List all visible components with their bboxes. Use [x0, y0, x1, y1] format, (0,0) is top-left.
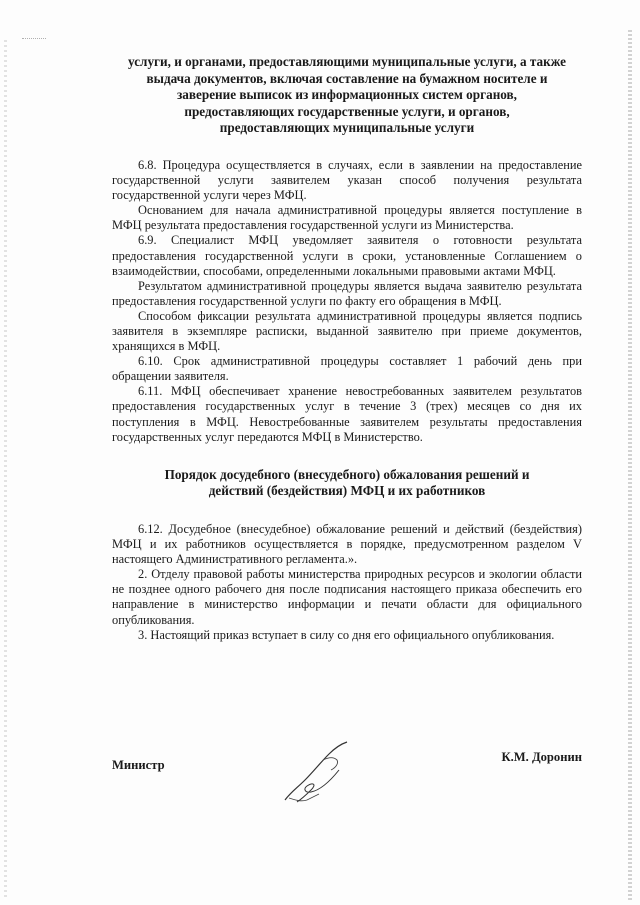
- paragraph-6-9: 6.9. Специалист МФЦ уведомляет заявителя о готовности результата предоставления государственной услуги в сроки, установленные Соглашением о взаимодействии, способами, определенными локальными правовыми актами МФЦ.: [112, 233, 582, 278]
- heading-line: предоставляющих муниципальные услуги: [219, 120, 475, 136]
- paragraph-basis: Основанием для начала административной процедуры является поступление в МФЦ результата предоставления государственной услуги из Министерства.: [112, 203, 582, 233]
- heading-line: выдача документов, включая составление на бумажном носителе и: [146, 70, 548, 86]
- heading-line: предоставляющих государственные услуги, и органов,: [184, 103, 510, 119]
- section-1-paragraphs: [112, 158, 582, 445]
- heading-line: действий (бездействия) МФЦ и их работников: [208, 483, 486, 499]
- scan-edge-right: [628, 30, 632, 900]
- heading-line: заверение выписок из информационных систем органов,: [177, 87, 517, 103]
- signatory-title: Министр: [112, 758, 165, 772]
- paragraph-6-12: 6.12. Досудебное (внесудебное) обжалование решений и действий (бездействия) МФЦ и их работников осуществляется в порядке, предусмотренном разделом V настоящего Административного регламента.».: [112, 521, 582, 567]
- paragraph-item-2: 2. Отделу правовой работы министерства природных ресурсов и экологии области не позднее одного рабочего дня после подписания настоящего приказа обеспечить его направление в министерство информации и печати области для официального опубликования.: [112, 567, 582, 627]
- document-body: [112, 54, 582, 643]
- handwritten-signature: [277, 740, 357, 810]
- section-2-paragraphs: [112, 522, 582, 643]
- signature-block: [112, 750, 582, 820]
- paragraph-6-11: 6.11. МФЦ обеспечивает хранение невостребованных заявителем результатов предоставления государственных услуг в течение 3 (трех) месяцев со дня их поступления в МФЦ. Невостребованные заявителем результаты предоставления государственных услуг передаются МФЦ в Министерство.: [112, 384, 582, 444]
- section-heading-appeal: [112, 467, 582, 500]
- heading-line: Порядок досудебного (внесудебного) обжалования решений и: [164, 466, 530, 482]
- paragraph-result: Результатом административной процедуры является выдача заявителю результата предоставления государственной услуги по факту его обращения в МФЦ.: [112, 278, 582, 308]
- scan-edge-left: [4, 40, 7, 900]
- paragraph-6-10: 6.10. Срок административной процедуры составляет 1 рабочий день при обращении заявителя.: [112, 354, 582, 384]
- scan-corner-mark: [22, 38, 46, 41]
- heading-line: услуги, и органами, предоставляющими муниципальные услуги, а также: [128, 54, 566, 69]
- signatory-name: К.М. Доронин: [501, 750, 582, 764]
- paragraph-6-8: 6.8. Процедура осуществляется в случаях, если в заявлении на предоставление государственной услуги заявителем указан способ получения результата государственной услуги через МФЦ.: [112, 157, 582, 203]
- paragraph-fixation: Способом фиксации результата административной процедуры является подпись заявителя в экземпляре расписки, выданной заявителю при приеме документов, хранящихся в МФЦ.: [112, 308, 582, 354]
- paragraph-item-3: 3. Настоящий приказ вступает в силу со дня его официального опубликования.: [138, 627, 555, 642]
- section-heading-issuance: [112, 54, 582, 137]
